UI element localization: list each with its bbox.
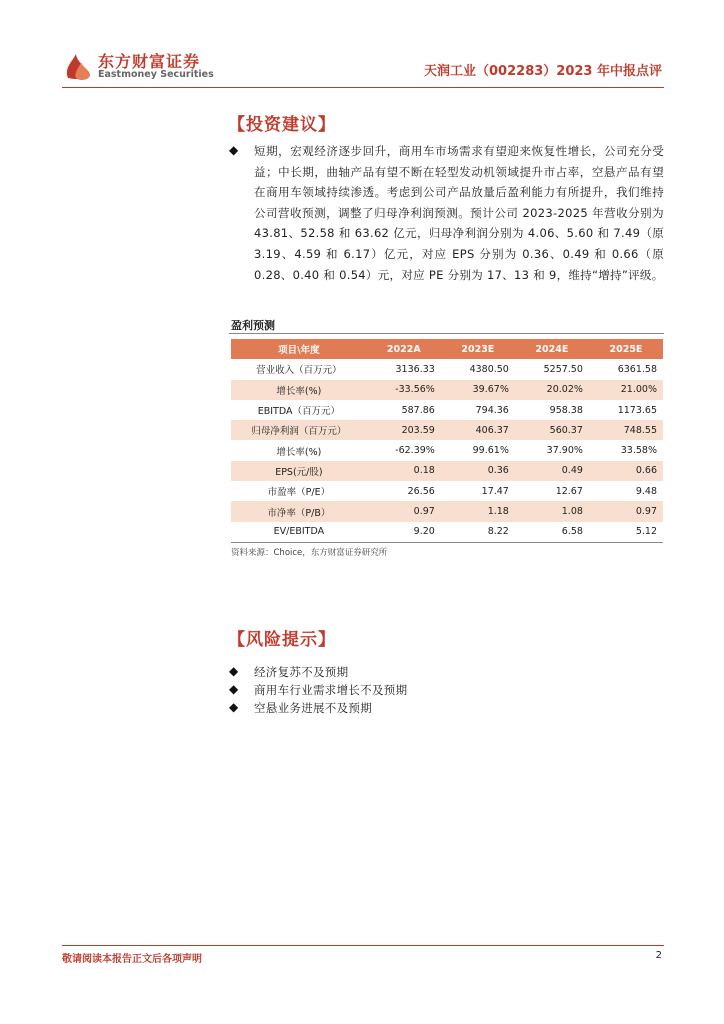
table-cell: -33.56% xyxy=(367,380,441,400)
risk-item: 空悬业务进展不及预期 xyxy=(254,701,372,715)
table-row xyxy=(231,400,663,420)
table-row xyxy=(231,380,663,400)
company-logo xyxy=(62,46,222,86)
diamond-bullet-icon: ◆ xyxy=(229,664,239,678)
investment-section-title: 【投资建议】 xyxy=(228,115,336,135)
caption-divider xyxy=(229,333,664,334)
row-label: EV/EBITDA xyxy=(231,522,367,543)
header-cell: 2024E xyxy=(515,339,589,359)
diamond-bullet-icon: ◆ xyxy=(229,682,239,696)
table-cell: 0.36 xyxy=(441,461,515,481)
table-row xyxy=(231,522,663,543)
row-label: 市盈率（P/E） xyxy=(267,487,331,499)
logo-flame-icon xyxy=(62,48,96,82)
table-cell: 4380.50 xyxy=(469,363,509,375)
diamond-bullet-icon: ◆ xyxy=(229,143,239,157)
table-row xyxy=(231,501,663,521)
table-cell: 958.38 xyxy=(549,404,583,416)
risk-section-title: 【风险提示】 xyxy=(228,630,336,650)
forecast-table-caption: 盈利预测 xyxy=(231,319,275,332)
table-header-row xyxy=(231,339,663,359)
row-label: 市净率（P/B） xyxy=(231,501,367,521)
table-cell: 37.90% xyxy=(546,445,583,457)
table-cell: 9.20 xyxy=(367,522,441,543)
table-cell: 0.97 xyxy=(367,501,441,521)
table-cell: 794.36 xyxy=(475,404,509,416)
table-row xyxy=(231,461,663,481)
table-cell: 0.97 xyxy=(589,501,663,521)
table-source-note: 资料来源：Choice，东方财富证券研究所 xyxy=(231,548,388,558)
table-row xyxy=(231,481,663,501)
table-cell: 6.58 xyxy=(515,522,589,543)
table-cell: 0.18 xyxy=(367,461,441,481)
risk-item: 经济复苏不及预期 xyxy=(254,665,349,679)
investment-paragraph: 短期，宏观经济逐步回升，商用车市场需求有望迎来恢复性增长，公司充分受益；中长期，曲轴产品有望不断在轻型发动机领域提升市占率，空悬产品有望在商用车领域持续渗透。考虑到公司产品放量后盈利能力有所提升，我们维持公司营收预测，调整了归母净利润预测。预计公司 2023-2025 年营收分别为 43.81、52.58 和 63.62 亿元，归母净利润分别为 4.06、5.60 和 7.49（原 3.19、4.59 和 6.17）亿元，对应 EPS 分别为 0.36、0.49 和 0.66（原 0.28、0.40 和 0.54）元，对应 PE 分别为 17、13 和 9，维持“增持”评级。 xyxy=(254,144,664,282)
diamond-bullet-icon: ◆ xyxy=(229,700,239,714)
logo-english-name: Eastmoney Securities xyxy=(98,69,214,80)
header-cell: 项目\年度 xyxy=(231,339,367,359)
table-cell: 5257.50 xyxy=(543,363,583,375)
report-title: 天润工业（002283）2023 年中报点评 xyxy=(424,64,662,79)
table-cell: 12.67 xyxy=(555,485,583,497)
table-cell: 26.56 xyxy=(407,485,435,497)
forecast-table xyxy=(231,339,663,543)
footer-divider xyxy=(62,945,664,946)
table-cell: 21.00% xyxy=(589,380,663,400)
table-cell: 3136.33 xyxy=(395,363,435,375)
logo-chinese-name: 东方财富证券 xyxy=(98,52,201,71)
table-cell: 9.48 xyxy=(635,485,657,497)
header-divider xyxy=(62,87,664,88)
table-cell: 20.02% xyxy=(515,380,589,400)
page-number: 2 xyxy=(655,950,662,961)
risk-item: 商用车行业需求增长不及预期 xyxy=(254,683,408,697)
row-label: 归母净利润（百万元） xyxy=(231,420,367,440)
table-cell: 406.37 xyxy=(441,420,515,440)
table-cell: 39.67% xyxy=(441,380,515,400)
table-cell: -62.39% xyxy=(395,445,435,457)
table-cell: 1.08 xyxy=(515,501,589,521)
header-cell: 2022A xyxy=(367,339,441,359)
table-cell: 1173.65 xyxy=(617,404,657,416)
row-label: EPS(元/股) xyxy=(231,461,367,481)
table-cell: 99.61% xyxy=(472,445,509,457)
row-label: 增长率(%) xyxy=(231,380,367,400)
table-cell: 0.49 xyxy=(515,461,589,481)
table-cell: 6361.58 xyxy=(617,363,657,375)
table-cell: 203.59 xyxy=(367,420,441,440)
header-cell: 2025E xyxy=(589,339,663,359)
table-row xyxy=(231,359,663,379)
table-cell: 587.86 xyxy=(401,404,435,416)
table-cell: 5.12 xyxy=(589,522,663,543)
row-label: 营业收入（百万元） xyxy=(256,365,342,377)
table-cell: 17.47 xyxy=(481,485,509,497)
table-row xyxy=(231,420,663,440)
table-cell: 0.66 xyxy=(589,461,663,481)
table-cell: 1.18 xyxy=(441,501,515,521)
table-cell: 8.22 xyxy=(441,522,515,543)
row-label: EBITDA（百万元） xyxy=(257,406,341,418)
header-cell: 2023E xyxy=(441,339,515,359)
row-label: 增长率(%) xyxy=(276,446,322,458)
table-cell: 748.55 xyxy=(589,420,663,440)
footer-disclaimer: 敬请阅读本报告正文后各项声明 xyxy=(62,954,202,965)
table-cell: 33.58% xyxy=(620,445,657,457)
table-cell: 560.37 xyxy=(515,420,589,440)
table-row xyxy=(231,440,663,460)
